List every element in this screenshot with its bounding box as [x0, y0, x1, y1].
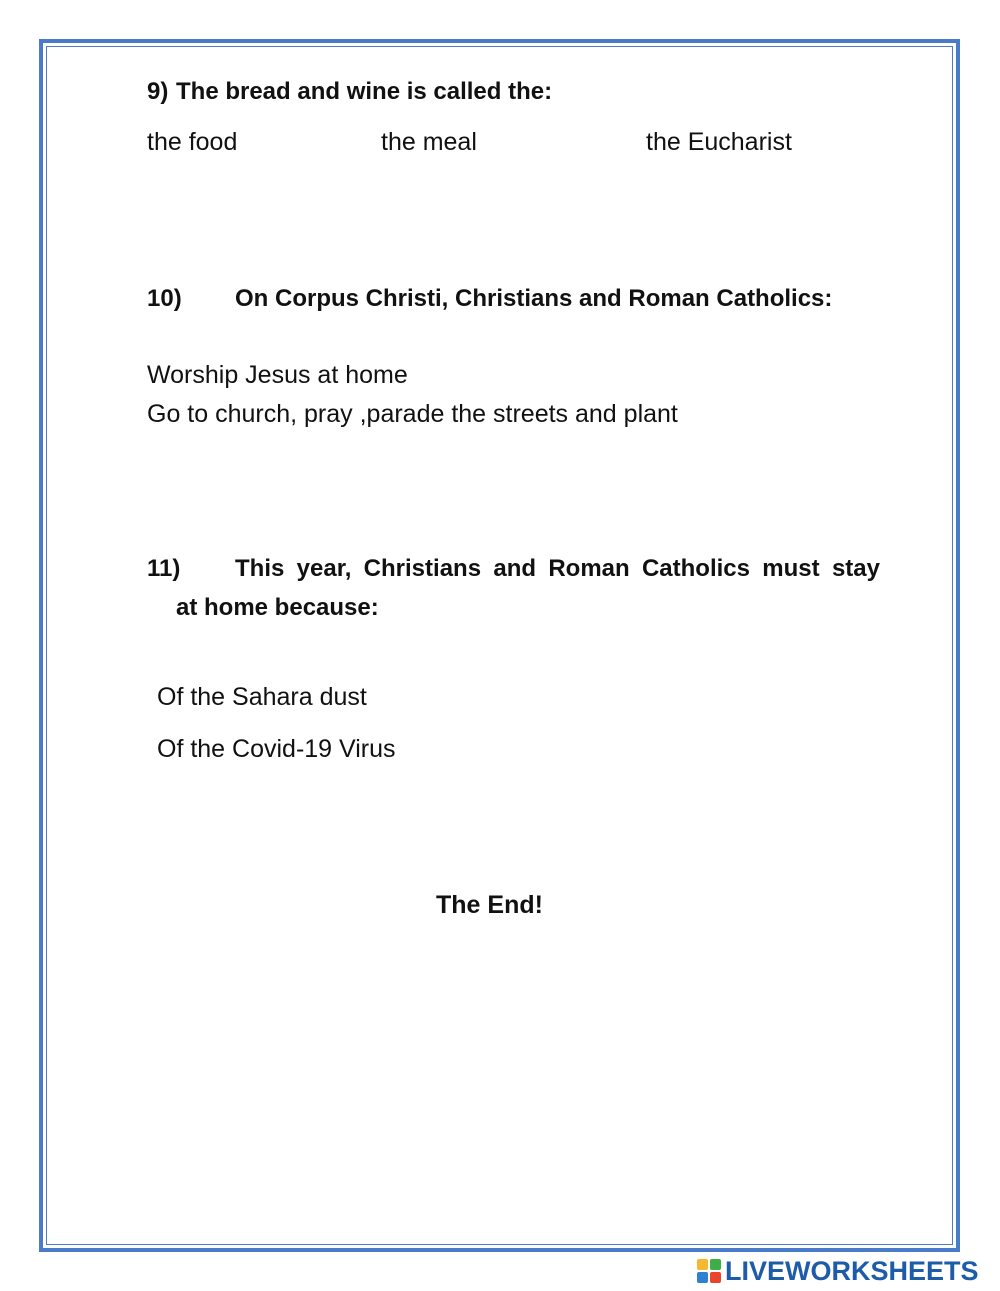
question-9-option-2[interactable]: the meal: [381, 128, 477, 156]
question-9-option-1[interactable]: the food: [147, 128, 238, 156]
page-border: [39, 39, 960, 1252]
question-10-option-2[interactable]: Go to church, pray ,parade the streets and plant: [147, 400, 678, 428]
question-11-number: 11): [147, 555, 181, 582]
the-end-text: The End!: [436, 891, 543, 919]
question-11-option-1[interactable]: Of the Sahara dust: [157, 683, 367, 711]
liveworksheets-logo-text: LIVEWORKSHEETS: [725, 1255, 979, 1286]
liveworksheets-logo-icon: [697, 1259, 721, 1283]
question-11-option-2[interactable]: Of the Covid-19 Virus: [157, 735, 396, 763]
question-10-text: On Corpus Christi, Christians and Roman Catholics:: [235, 285, 833, 312]
question-9-option-3[interactable]: the Eucharist: [646, 128, 792, 156]
question-10-number: 10): [147, 285, 182, 312]
liveworksheets-logo: [697, 1255, 979, 1287]
question-9-text: The bread and wine is called the:: [176, 78, 553, 105]
question-11-text-line-1: This year, Christians and Roman Catholics must stay: [235, 555, 880, 582]
question-10-option-1[interactable]: Worship Jesus at home: [147, 361, 408, 389]
question-9-number: 9): [147, 78, 169, 105]
question-11-text-line-2: at home because:: [176, 594, 379, 621]
